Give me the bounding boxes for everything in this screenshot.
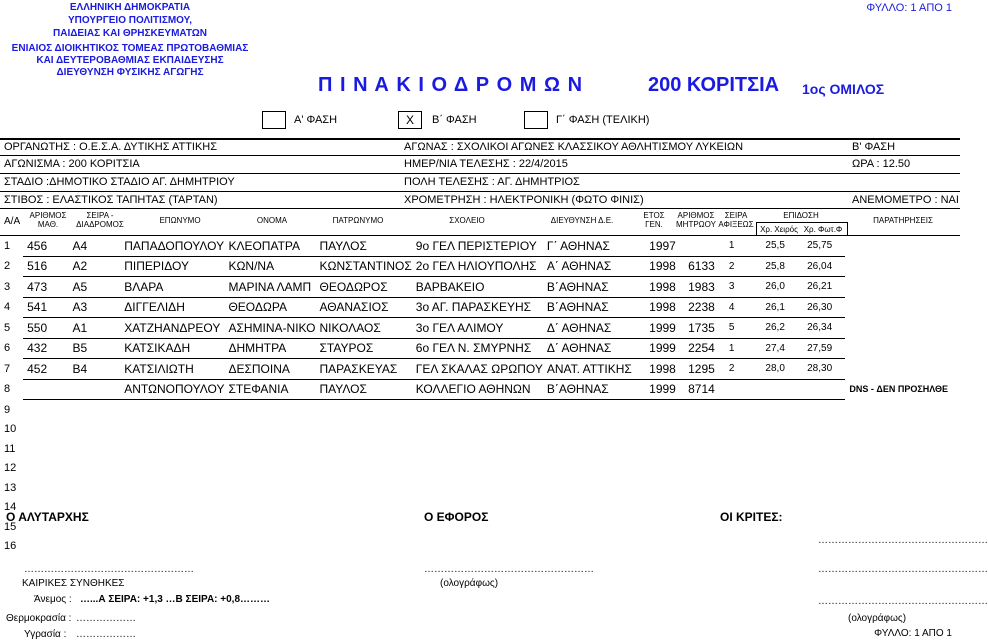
timing-info: ΧΡΟΜΕΤΡΗΣΗ : ΗΛΕΚΤΡΟΝΙΚΗ (ΦΩΤΟ ΦΙΝΙΣ) (404, 194, 644, 206)
registry-number (684, 537, 725, 557)
athlete-number: 550 (23, 318, 68, 339)
registry-number (684, 498, 725, 518)
photo-time: 26,04 (803, 256, 845, 277)
photo-time (803, 439, 845, 459)
divider (0, 173, 960, 174)
direction (543, 537, 645, 557)
surname (120, 400, 224, 420)
row-number: 7 (4, 362, 11, 375)
surname: ΒΛΑΡΑ (120, 277, 224, 298)
surname: ΚΑΤΣΙΛΙΩΤΗ (120, 359, 224, 380)
arrival-order (725, 478, 762, 498)
registry-number: 2238 (684, 297, 725, 318)
photo-time: 25,75 (803, 236, 845, 256)
athlete-number (23, 439, 68, 459)
temperature-dots: ……………… (76, 613, 136, 624)
direction (543, 400, 645, 420)
surname: ΔΙΓΓΕΛΙΔΗ (120, 297, 224, 318)
judges-label: ΟΙ ΚΡΙΤΕΣ: (720, 510, 783, 524)
first-name: ΘΕΟΔΩΡΑ (224, 297, 315, 318)
surname (120, 498, 224, 518)
birth-year: 1999 (645, 379, 684, 400)
row-number: 4 (4, 301, 11, 314)
notes: DNS - ΔΕΝ ΠΡΟΣΗΛΘΕ (849, 384, 949, 395)
first-name (224, 420, 315, 440)
table-row (0, 318, 960, 339)
photo-time: 27,59 (803, 338, 845, 359)
father-name: ΣΤΑΥΡΟΣ (316, 338, 412, 359)
arrival-order: 3 (725, 277, 762, 298)
direction (543, 459, 645, 479)
athlete-number: 516 (23, 256, 68, 277)
arrival-order: 1 (725, 338, 762, 359)
phase-b-label: Β΄ ΦΑΣΗ (432, 114, 477, 126)
notes (845, 459, 960, 479)
lane (68, 459, 120, 479)
photo-time (803, 459, 845, 479)
wind-label: Άνεμος : (34, 594, 72, 605)
notes (845, 256, 960, 277)
header-line-1: ΕΛΛΗΝΙΚΗ ΔΗΜΟΚΡΑΤΙΑ (69, 2, 191, 13)
arrival-order (725, 400, 762, 420)
photo-time (803, 498, 845, 518)
photo-time (803, 379, 845, 400)
lane: Β4 (68, 359, 120, 380)
page-title: Π Ι Ν Α Κ Ι Ο Δ Ρ Ο Μ Ω Ν (318, 74, 584, 96)
athlete-number: 432 (23, 338, 68, 359)
birth-year: 1998 (645, 359, 684, 380)
lane: Α3 (68, 297, 120, 318)
phase-b-checkbox[interactable]: X (398, 111, 422, 129)
hand-time: 26,2 (761, 318, 803, 339)
humidity-label: Υγρασία : (24, 629, 67, 640)
hand-time: 28,0 (761, 359, 803, 380)
col-reg: ΑΡΙΘΜΟΣ ΜΗΤΡΩΟΥ (676, 211, 716, 229)
arrival-order: 5 (725, 318, 762, 339)
table-row (0, 277, 960, 298)
col-name: ΟΝΟΜΑ (256, 216, 288, 225)
registry-number (684, 517, 725, 537)
school: 6ο ΓΕΛ Ν. ΣΜΥΡΝΗΣ (412, 338, 543, 359)
divider (0, 138, 960, 140)
sheet-counter-top: ΦΥΛΛΟ: 1 ΑΠΟ 1 (866, 2, 952, 14)
table-row (0, 400, 960, 420)
lane (68, 478, 120, 498)
header-line-5: ΚΑΙ ΔΕΥΤΕΡΟΒΑΘΜΙΑΣ ΕΚΠΑΙΔΕΥΣΗΣ (36, 55, 224, 66)
birth-year: 1999 (645, 338, 684, 359)
phase-info: Β' ΦΑΣΗ (852, 141, 896, 153)
first-name (224, 498, 315, 518)
photo-time: 28,30 (803, 359, 845, 380)
col-year: ΕΤΟΣ ΓΕΝ. (643, 211, 665, 229)
first-name (224, 459, 315, 479)
wind-info: ΑΝΕΜΟΜΕΤΡΟ : ΝΑΙ (852, 194, 959, 206)
col-hand: Χρ. Χειρός (760, 225, 798, 234)
row-number: 10 (4, 423, 17, 436)
school: ΓΕΛ ΣΚΑΛΑΣ ΩΡΩΠΟΥ (412, 359, 543, 380)
arrival-order (725, 420, 762, 440)
hand-time (761, 439, 803, 459)
birth-year: 1998 (645, 297, 684, 318)
birth-year (645, 498, 684, 518)
humidity-dots: ……………… (76, 629, 136, 640)
athlete-number: 452 (23, 359, 68, 380)
results-table (0, 236, 960, 556)
registry-number (684, 459, 725, 479)
ephor-signature-line: …………………………………………… (424, 564, 594, 575)
father-name (316, 498, 412, 518)
arrival-order (725, 379, 762, 400)
direction: Δ΄ ΑΘΗΝΑΣ (543, 338, 645, 359)
athlete-number (23, 379, 68, 400)
table-row (0, 478, 960, 498)
hand-time: 26,1 (761, 297, 803, 318)
school (412, 420, 543, 440)
table-row (0, 297, 960, 318)
hand-time (761, 537, 803, 557)
first-name (224, 537, 315, 557)
time-info: ΩΡΑ : 12.50 (852, 158, 911, 170)
athlete-number (23, 459, 68, 479)
notes (845, 359, 960, 380)
school: 3ο ΑΓ. ΠΑΡΑΣΚΕΥΗΣ (412, 297, 543, 318)
event-title: 200 ΚΟΡΙΤΣΙΑ (648, 74, 780, 96)
athlete-number: 541 (23, 297, 68, 318)
registry-number (684, 400, 725, 420)
row-number: 14 (4, 501, 17, 514)
row-number: 2 (4, 260, 11, 273)
direction (543, 478, 645, 498)
row-number: 8 (4, 383, 11, 396)
registry-number (684, 439, 725, 459)
athlete-number (23, 478, 68, 498)
track-info: ΣΤΙΒΟΣ : ΕΛΑΣΤΙΚΟΣ ΤΑΠΗΤΑΣ (ΤΑΡΤΑΝ) (4, 194, 218, 206)
starter-label: Ο ΑΛΥΤΑΡΧΗΣ (6, 510, 89, 524)
lane (68, 420, 120, 440)
father-name: ΠΑΥΛΟΣ (316, 236, 412, 256)
hand-time: 25,8 (761, 256, 803, 277)
ephor-label: Ο ΕΦΟΡΟΣ (424, 510, 489, 524)
hand-time: 27,4 (761, 338, 803, 359)
notes (845, 439, 960, 459)
wind-value: …...Α ΣΕΙΡΑ: +1,3 …Β ΣΕΙΡΑ: +0,8……… (80, 594, 271, 605)
school (412, 400, 543, 420)
father-name: ΚΩΝΣΤΑΝΤΙΝΟΣ (316, 256, 412, 277)
birth-year: 1997 (645, 236, 684, 256)
notes (845, 478, 960, 498)
first-name: ΔΕΣΠΟΙΝΑ (224, 359, 315, 380)
first-name: ΚΩΝ/ΝΑ (224, 256, 315, 277)
first-name (224, 517, 315, 537)
judge-signature-line-2: …………………………………………… (818, 564, 988, 575)
col-photo: Χρ. Φωτ.Φ (803, 225, 843, 234)
registry-number: 2254 (684, 338, 725, 359)
surname (120, 420, 224, 440)
school (412, 537, 543, 557)
lane (68, 537, 120, 557)
direction (543, 439, 645, 459)
starter-signature-line: …………………………………………… (24, 564, 194, 575)
table-row (0, 256, 960, 277)
table-row (0, 537, 960, 557)
father-name: ΘΕΟΔΩΡΟΣ (316, 277, 412, 298)
first-name: ΚΛΕΟΠΑΤΡΑ (224, 236, 315, 256)
table-row (0, 420, 960, 440)
direction: Α΄ ΑΘΗΝΑΣ (543, 256, 645, 277)
divider (0, 208, 960, 209)
phase-a-checkbox[interactable] (262, 111, 286, 129)
birth-year: 1998 (645, 256, 684, 277)
lane: Β5 (68, 338, 120, 359)
lane (68, 379, 120, 400)
row-number: 6 (4, 342, 11, 355)
hand-time (761, 459, 803, 479)
temperature-label: Θερμοκρασία : (6, 613, 72, 624)
phase-a-label: Α' ΦΑΣΗ (294, 114, 338, 126)
games: ΑΓΩΝΑΣ : ΣΧΟΛΙΚΟΙ ΑΓΩΝΕΣ ΚΛΑΣΣΙΚΟΥ ΑΘΛΗΤΙΣΜΟΥ ΛΥΚΕΙΩΝ (404, 141, 744, 153)
event-info: ΑΓΩΝΙΣΜΑ : 200 ΚΟΡΙΤΣΙΑ (4, 158, 140, 170)
row-number: 16 (4, 540, 17, 553)
father-name (316, 517, 412, 537)
photo-time: 26,21 (803, 277, 845, 298)
table-row (0, 459, 960, 479)
notes (845, 498, 960, 518)
notes (845, 517, 960, 537)
header-line-4: ΕΝΙΑΙΟΣ ΔΙΟΙΚΗΤΙΚΟΣ ΤΟΜΕΑΣ ΠΡΩΤΟΒΑΘΜΙΑΣ (11, 43, 249, 54)
hand-time (761, 379, 803, 400)
direction: Β΄ΑΘΗΝΑΣ (543, 297, 645, 318)
registry-number (684, 236, 725, 256)
arrival-order (725, 459, 762, 479)
notes (845, 420, 960, 440)
father-name: ΝΙΚΟΛΑΟΣ (316, 318, 412, 339)
notes (845, 338, 960, 359)
birth-year (645, 517, 684, 537)
conditions-label: ΚΑΙΡΙΚΕΣ ΣΥΝΘΗΚΕΣ (22, 578, 125, 589)
table-row (0, 338, 960, 359)
lane (68, 400, 120, 420)
direction (543, 517, 645, 537)
first-name: ΔΗΜΗΤΡΑ (224, 338, 315, 359)
direction (543, 498, 645, 518)
row-number: 3 (4, 280, 11, 293)
first-name: ΜΑΡΙΝΑ ΛΑΜΠ (224, 277, 315, 298)
photo-time: 26,30 (803, 297, 845, 318)
first-name (224, 478, 315, 498)
father-name (316, 478, 412, 498)
lane: Α1 (68, 318, 120, 339)
registry-number: 6133 (684, 256, 725, 277)
father-name: ΑΘΑΝΑΣΙΟΣ (316, 297, 412, 318)
col-surname: ΕΠΩΝΥΜΟ (159, 216, 201, 225)
sheet-counter-bottom: ΦΥΛΛΟ: 1 ΑΠΟ 1 (874, 628, 952, 639)
hand-time (761, 478, 803, 498)
birth-year (645, 459, 684, 479)
header-line-6: ΔΙΕΥΘΥΝΣΗ ΦΥΣΙΚΗΣ ΑΓΩΓΗΣ (56, 67, 204, 78)
direction (543, 420, 645, 440)
col-aa: Α/Α (4, 216, 21, 227)
registry-number: 1295 (684, 359, 725, 380)
athlete-number: 473 (23, 277, 68, 298)
arrival-order (725, 537, 762, 557)
notes (845, 277, 960, 298)
header-line-2: ΥΠΟΥΡΓΕΙΟ ΠΟΛΙΤΙΣΜΟΥ, (68, 15, 192, 26)
date-info: ΗΜΕΡ/ΝΙΑ ΤΕΛΕΣΗΣ : 22/4/2015 (404, 158, 568, 170)
phase-c-checkbox[interactable] (524, 111, 548, 129)
judge-signature-line: …………………………………………… (818, 535, 988, 546)
col-father: ΠΑΤΡΩΝΥΜΟ (332, 216, 384, 225)
athlete-number: 456 (23, 236, 68, 256)
surname: ΠΙΠΕΡΙΔΟΥ (120, 256, 224, 277)
athlete-number (23, 420, 68, 440)
arrival-order: 1 (725, 236, 762, 256)
photo-time (803, 517, 845, 537)
row-number: 13 (4, 481, 17, 494)
arrival-order: 2 (725, 256, 762, 277)
surname: ΑΝΤΩΝΟΠΟΥΛΟΥ (120, 379, 224, 400)
ephor-signature-caption: (ολογράφως) (440, 578, 499, 589)
father-name (316, 400, 412, 420)
school: ΚΟΛΛΕΓΙΟ ΑΘΗΝΩΝ (412, 379, 543, 400)
lane: Α5 (68, 277, 120, 298)
first-name: ΣΤΕΦΑΝΙΑ (224, 379, 315, 400)
table-row (0, 236, 960, 256)
hand-time: 26,0 (761, 277, 803, 298)
school: ΒΑΡΒΑΚΕΙΟ (412, 277, 543, 298)
surname: ΚΑΤΣΙΚΑΔΗ (120, 338, 224, 359)
stadium-info: ΣΤΑΔΙΟ :ΔΗΜΟΤΙΚΟ ΣΤΑΔΙΟ ΑΓ. ΔΗΜΗΤΡΙΟΥ (4, 176, 235, 188)
table-row (0, 439, 960, 459)
direction: Γ΄ ΑΘΗΝΑΣ (543, 236, 645, 256)
surname (120, 537, 224, 557)
athlete-number (23, 537, 68, 557)
row-number: 11 (4, 442, 16, 455)
school (412, 459, 543, 479)
father-name (316, 459, 412, 479)
father-name (316, 439, 412, 459)
birth-year (645, 420, 684, 440)
registry-number (684, 420, 725, 440)
registry-number: 8714 (684, 379, 725, 400)
surname (120, 478, 224, 498)
arrival-order: 4 (725, 297, 762, 318)
notes (845, 318, 960, 339)
lane (68, 439, 120, 459)
col-school: ΣΧΟΛΕΙΟ (449, 216, 485, 225)
school: 9ο ΓΕΛ ΠΕΡΙΣΤΕΡΙΟΥ (412, 236, 543, 256)
photo-time (803, 478, 845, 498)
row-number: 15 (4, 520, 17, 533)
father-name (316, 420, 412, 440)
judge-signature-caption: (ολογράφως) (848, 613, 907, 624)
hand-time (761, 400, 803, 420)
table-row (0, 379, 960, 400)
surname: ΠΑΠΑΔΟΠΟΥΛΟΥ (120, 236, 224, 256)
photo-time (803, 400, 845, 420)
phase-c-label: Γ΄ ΦΑΣΗ (ΤΕΛΙΚΗ) (556, 114, 650, 126)
divider (0, 191, 960, 192)
school (412, 478, 543, 498)
direction: Β΄ΑΘΗΝΑΣ (543, 379, 645, 400)
judge-signature-line-3: …………………………………………… (818, 596, 988, 607)
notes (845, 400, 960, 420)
notes (845, 236, 960, 256)
birth-year (645, 478, 684, 498)
athlete-number (23, 400, 68, 420)
surname (120, 439, 224, 459)
row-number: 9 (4, 403, 11, 416)
lane: Α2 (68, 256, 120, 277)
notes (845, 297, 960, 318)
arrival-order (725, 439, 762, 459)
first-name: ΑΣΗΜΙΝΑ-ΝΙΚΟ (224, 318, 315, 339)
school (412, 439, 543, 459)
father-name: ΠΑΥΛΟΣ (316, 379, 412, 400)
city-info: ΠΟΛΗ ΤΕΛΕΣΗΣ : ΑΓ. ΔΗΜΗΤΡΙΟΣ (404, 176, 580, 188)
header-line-3: ΠΑΙΔΕΙΑΣ ΚΑΙ ΘΡΗΣΚΕΥΜΑΤΩΝ (53, 28, 207, 39)
photo-time: 26,34 (803, 318, 845, 339)
surname (120, 517, 224, 537)
school: 2ο ΓΕΛ ΗΛΙΟΥΠΟΛΗΣ (412, 256, 543, 277)
col-direction: ΔΙΕΥΘΥΝΣΗ Δ.Ε. (550, 216, 614, 225)
col-arrival: ΣΕΙΡΑ ΑΦΙΞΕΩΣ (718, 211, 754, 229)
divider (0, 155, 960, 156)
registry-number: 1983 (684, 277, 725, 298)
father-name (316, 537, 412, 557)
school: 3ο ΓΕΛ ΑΛΙΜΟΥ (412, 318, 543, 339)
direction: Β΄ΑΘΗΝΑΣ (543, 277, 645, 298)
birth-year (645, 537, 684, 557)
arrival-order: 2 (725, 359, 762, 380)
surname (120, 459, 224, 479)
col-lane: ΣΕΙΡΑ - ΔΙΑΔΡΟΜΟΣ (76, 211, 124, 229)
direction: Δ΄ ΑΘΗΝΑΣ (543, 318, 645, 339)
photo-time (803, 420, 845, 440)
row-number: 12 (4, 462, 17, 475)
birth-year (645, 439, 684, 459)
col-performance: ΕΠΙΔΟΣΗ (783, 211, 819, 220)
birth-year (645, 400, 684, 420)
col-notes: ΠΑΡΑΤΗΡΗΣΕΙΣ (873, 216, 933, 225)
registry-number: 1735 (684, 318, 725, 339)
lane: Α4 (68, 236, 120, 256)
birth-year: 1999 (645, 318, 684, 339)
first-name (224, 400, 315, 420)
group-title: 1ος ΟΜΙΛΟΣ (802, 81, 885, 97)
father-name: ΠΑΡΑΣΚΕΥΑΣ (316, 359, 412, 380)
hand-time: 25,5 (761, 236, 803, 256)
birth-year: 1998 (645, 277, 684, 298)
row-number: 5 (4, 321, 11, 334)
table-row (0, 359, 960, 380)
first-name (224, 439, 315, 459)
direction: ΑΝΑΤ. ΑΤΤΙΚΗΣ (543, 359, 645, 380)
col-num: ΑΡΙΘΜΟΣ ΜΑΘ. (29, 211, 67, 229)
organizer: ΟΡΓΑΝΩΤΗΣ : Ο.Ε.Σ.Α. ΔΥΤΙΚΗΣ ΑΤΤΙΚΗΣ (4, 141, 218, 153)
registry-number (684, 478, 725, 498)
hand-time (761, 420, 803, 440)
row-number: 1 (4, 240, 11, 252)
surname: ΧΑΤΖΗΑΝΔΡΕΟΥ (120, 318, 224, 339)
